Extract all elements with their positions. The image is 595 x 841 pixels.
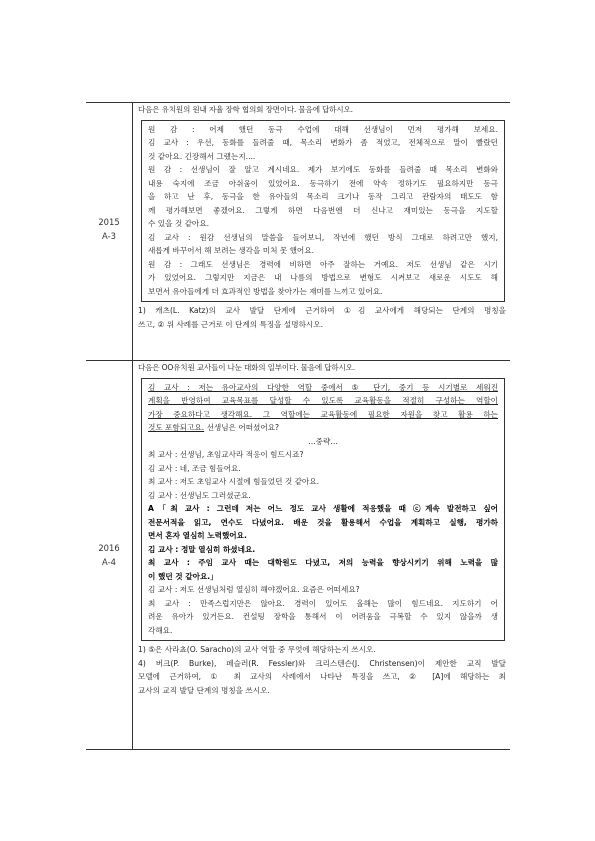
- dialogue-line: 계획을 반영하여 교육목표를 달성할 수 있도록 교육활동을 적절히 구성하는 역할이: [148, 396, 498, 405]
- question-line: 모델에 근거하여, ① 최 교사의 사례에서 나타난 특징을 쓰고, ② [A]에 해당하는 최: [138, 672, 506, 681]
- row2-questions: [138, 643, 506, 697]
- underlined-text: 것도 포함되고요.: [148, 423, 205, 432]
- row2-content: [138, 361, 506, 697]
- dialogue-line: 최 교사 : 저도 초임교사 시절에 힘들었던 것 같아요.: [148, 477, 319, 486]
- exam-table: [86, 102, 510, 750]
- dialogue-line: [148, 421, 498, 435]
- row2-intro: 다음은 OO유치원 교사들이 나눈 대화의 일부이다. 물음에 답하시오.: [138, 363, 356, 372]
- dialogue-line: 김 교사 : 네, 조금 힘들어요.: [148, 463, 241, 473]
- question-line: 4) 버크(P. Burke), 페슬러(R. Fessler)와 크리스텐슨(J. Christensen)이 제안한 교직 발달: [138, 658, 506, 668]
- dialogue-line: 가장 중요하다고 생각해요. 그 역할에는 교육활동에 필요한 자원을 찾고 활용 하는: [148, 409, 498, 419]
- row1-dialogue-box: [141, 120, 505, 303]
- dialogue-line: 내용 숙지에 조금 아쉬움이 있었어요. 동극하기 전에 약속 정하기도 필요하지만 동극: [148, 178, 498, 188]
- dialogue-line: 보면서 유아들에게 더 효과적인 방법을 찾아가는 재미를 느끼고 있어요.: [148, 286, 383, 296]
- row1-header: [86, 215, 132, 243]
- dialogue-line: 김 교사 : 저는 유아교사의 다양한 역할 중에서 ⑤ 단기, 중기 등 시기별로 세워진: [148, 382, 498, 392]
- bold-dialogue-line: 전문서적을 읽고, 연수도 다녔어요. 배운 것을 활용해서 수업을 계획하고 실행, 평가하: [148, 517, 498, 527]
- bold-dialogue-line: 이 했던 것 같아요.」: [148, 571, 218, 581]
- dialogue-line: 각해요.: [148, 625, 173, 635]
- dialogue-line: 원 감 : 어제 했던 동극 수업에 대해 선생님이 먼저 평가해 보세요.: [148, 124, 498, 134]
- row2-dialogue-box: [141, 378, 505, 642]
- dialogue-line: 김 교사 : 원감 선생님의 말씀을 들어보니, 작년에 했던 방식 그대로 하려고만 했지,: [148, 232, 498, 242]
- row1-questions: [138, 304, 506, 331]
- question-line: 교사의 교직 발달 단계의 명칭을 쓰시오.: [138, 685, 270, 695]
- dialogue-line: 원 감 : 그래도 선생님은 경력에 비하면 아주 잘하는 거예요. 저도 선생님 같은 시기: [148, 259, 498, 269]
- row2-header: [86, 541, 132, 569]
- row2-code: A-4: [102, 557, 116, 567]
- row1-code: A-3: [102, 231, 116, 241]
- row1-year: 2015: [98, 217, 120, 227]
- bold-dialogue-line: A「최 교사 : 그런데 저는 어느 정도 교사 생활에 적응했을 때 ⓒ계속 발전하고 싶어: [148, 504, 498, 513]
- dialogue-line: 새롭게 바꾸어서 해 보려는 생각을 미처 못 했어요.: [148, 246, 315, 255]
- dialogue-line: 려운 유아가 있거든요. 컨설팅 장학을 통해서 이 어려움을 극복할 수 있지 않을까 생: [148, 612, 498, 621]
- dialogue-line: 김 교사 : 선생님도 그러셨군요.: [148, 490, 251, 500]
- dialogue-line: 수 있을 것 같아요.: [148, 219, 210, 228]
- bold-dialogue-line: 김 교사 : 정말 열심히 하셨네요.: [148, 544, 256, 554]
- dialogue-line: 것 같아요. 긴장해서 그랬는지....: [148, 151, 256, 161]
- question-line: 1) ⑤은 사라쵸(O. Saracho)의 교사 역할 중 무엇에 해당하는지 쓰시오.: [138, 645, 376, 654]
- dialogue-line: 김 교사 : 저도 선생님처럼 열심히 해야겠어요. 요즘은 어떠세요?: [148, 585, 360, 594]
- dialogue-line: 께 평가해보면 좋겠어요. 그렇게 하면 다음번엔 더 신나고 재미있는 동극을 지도할: [148, 205, 498, 215]
- dialogue-line: 최 교사 : 선생님, 초임교사라 적응이 힘드시죠?: [148, 450, 304, 459]
- row1-intro: 다음은 유치원의 원내 자율 장학 협의회 장면이다. 물음에 답하시오.: [138, 105, 353, 114]
- dialogue-tail: 선생님은 어떠셨어요?: [204, 423, 280, 432]
- dialogue-line: 최 교사 : 만족스럽지만은 않아요. 경력이 있어도 올해는 많이 힘드네요. 지도하기 어: [148, 598, 498, 608]
- question-line: 1) 캐츠(L. Katz)의 교사 발달 단계에 근거하여 ①김 교사에게 해당되는 단계의 명칭을: [138, 306, 506, 315]
- column-divider: [132, 103, 133, 749]
- bold-dialogue-line: 면서 혼자 열심히 노력했어요.: [148, 531, 247, 540]
- question-line: 쓰고, ② 위 사례를 근거로 이 단계의 특징을 설명하시오.: [138, 319, 323, 329]
- row2-year: 2016: [98, 543, 120, 553]
- bold-dialogue-line: 최 교사 : 주임 교사 때는 대학원도 다녔고, 저의 능력을 향상시키기 위해 노력을 많: [148, 558, 498, 567]
- dialogue-line: 김 교사 : 우선, 동화를 들려줄 때, 목소리 변화가 좀 적었고, 전체적으로 말이 빨랐던: [148, 138, 498, 147]
- dialogue-line: 을 하고 난 후, 동극을 한 유아들의 목소리 크기나 동작 그리고 관람자의 태도도 함: [148, 192, 498, 201]
- ellipsis-marker: …중략…: [308, 436, 338, 446]
- dialogue-line: 원 감 : 선생님이 잘 알고 계시네요. 제가 보기에도 동화를 들려줄 때 목소리 변화와: [148, 165, 498, 174]
- row1-content: [138, 103, 506, 331]
- dialogue-line: 가 있었어요. 그렇지만 지금은 내 나름의 방법으로 변형도 시켜보고 새로운 시도도 해: [148, 273, 498, 282]
